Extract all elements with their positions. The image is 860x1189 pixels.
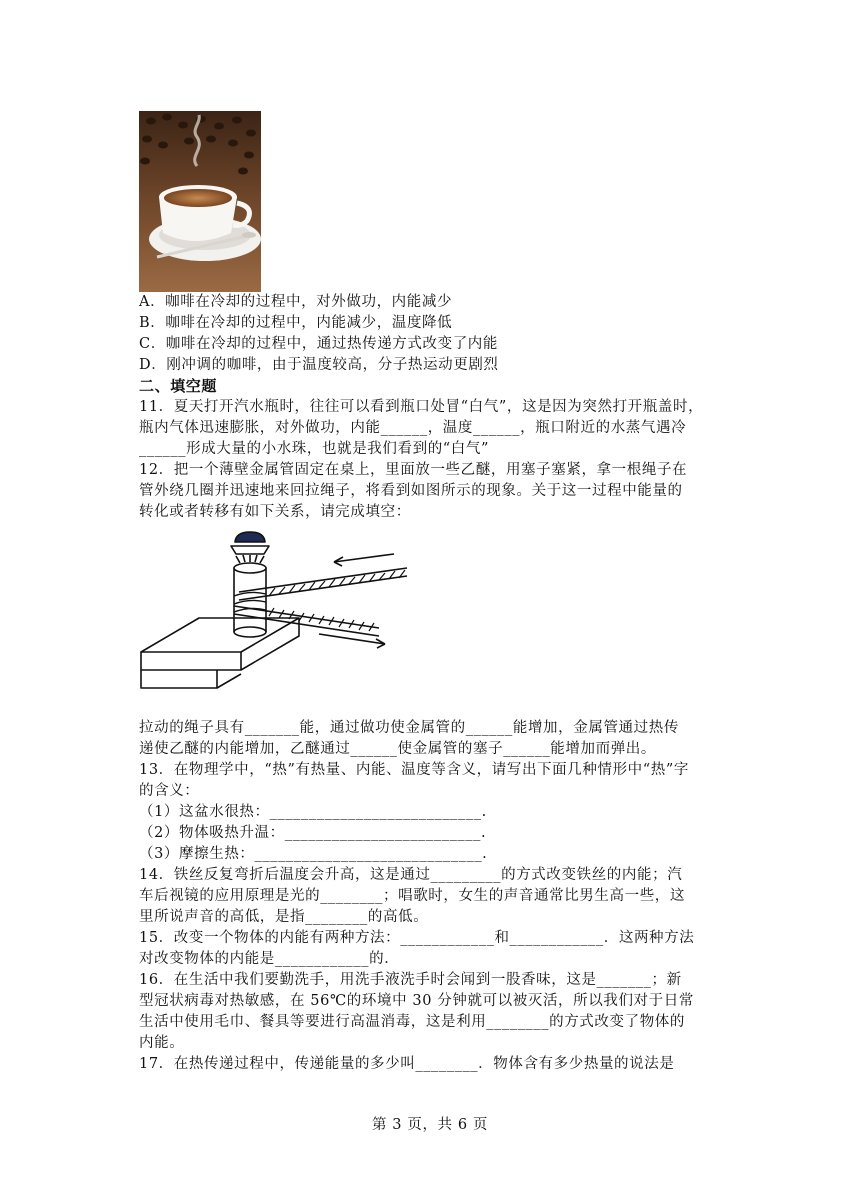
option-d: D．刚冲调的咖啡，由于温度较高，分子热运动更剧烈 [139, 357, 499, 373]
q13-item-3: （3）摩擦生热：_____________________________. [139, 846, 488, 862]
q11-line-3: ______形成大量的小水珠，也就是我们看到的“白气” [139, 441, 490, 457]
option-a: A．咖啡在冷却的过程中，对外做功，内能减少 [139, 294, 453, 310]
section-heading: 二、填空题 [139, 377, 218, 395]
q14-line-1: 14．铁丝反复弯折后温度会升高，这是通过_________的方式改变铁丝的内能；汽 [139, 867, 683, 883]
q11-line-1: 11．夏天打开汽水瓶时，往往可以看到瓶口处冒“白气”，这是因为突然打开瓶盖时， [139, 399, 704, 415]
q15-line-2: 对改变物体的内能是____________的． [139, 951, 400, 967]
q12-line-3: 转化或者转移有如下关系，请完成填空： [139, 504, 411, 520]
metal-tube-diagram [139, 530, 419, 710]
page-footer: 第 3 页，共 6 页 [372, 1117, 488, 1133]
q11-line-2: 瓶内气体迅速膨胀，对外做功，内能______，温度______，瓶口附近的水蒸气遇冷 [139, 420, 687, 436]
q14-line-3: 里所说声音的高低，是指________的高低。 [139, 909, 429, 925]
q13-item-2: （2）物体吸热升温：_________________________. [139, 825, 487, 841]
q12-line-1: 12．把一个薄壁金属管固定在桌上，里面放一些乙醚，用塞子塞紧，拿一根绳子在 [139, 462, 688, 478]
q12-fill-line-2: 递使乙醚的内能增加，乙醚通过______使金属管的塞子______能增加而弹出。 [139, 741, 656, 757]
option-c: C．咖啡在冷却的过程中，通过热传递方式改变了内能 [139, 336, 498, 352]
q13-line-1: 13．在物理学中，“热”有热量、内能、温度等含义，请写出下面几种情形中“热”字 [139, 762, 689, 778]
q17-line-1: 17．在热传递过程中，传递能量的多少叫________．物体含有多少热量的说法是 [139, 1056, 675, 1072]
q15-line-1: 15．改变一个物体的内能有两种方法：____________和____________．这两种方法 [139, 930, 695, 946]
coffee-cup-image [139, 111, 261, 292]
option-b: B．咖啡在冷却的过程中，内能减少，温度降低 [139, 315, 453, 331]
q13-item-1: （1）这盆水很热：___________________________. [139, 804, 487, 820]
q16-line-4: 内能。 [139, 1035, 185, 1051]
q14-line-2: 车后视镜的应用原理是光的________；唱歌时，女生的声音通常比男生高一些，这 [139, 888, 685, 904]
options-block [139, 292, 729, 523]
q16-line-3: 生活中使用毛巾、餐具等要进行高温消毒，这是利用________的方式改变了物体的 [139, 1014, 685, 1030]
q12-line-2: 管外绕几圈并迅速地来回拉绳子，将看到如图所示的现象。关于这一过程中能量的 [139, 483, 683, 499]
questions-block [139, 718, 729, 1075]
q13-line-2: 的含义： [139, 783, 200, 799]
q16-line-2: 型冠状病毒对热敏感，在 56℃的环境中 30 分钟就可以被灭活，所以我们对于日常 [139, 993, 694, 1009]
q16-line-1: 16．在生活中我们要勤洗手，用洗手液洗手时会闻到一股香味，这是_______；新 [139, 972, 682, 988]
q12-fill-line-1: 拉动的绳子具有_______能，通过做功使金属管的______能增加，金属管通过热传 [139, 720, 679, 736]
